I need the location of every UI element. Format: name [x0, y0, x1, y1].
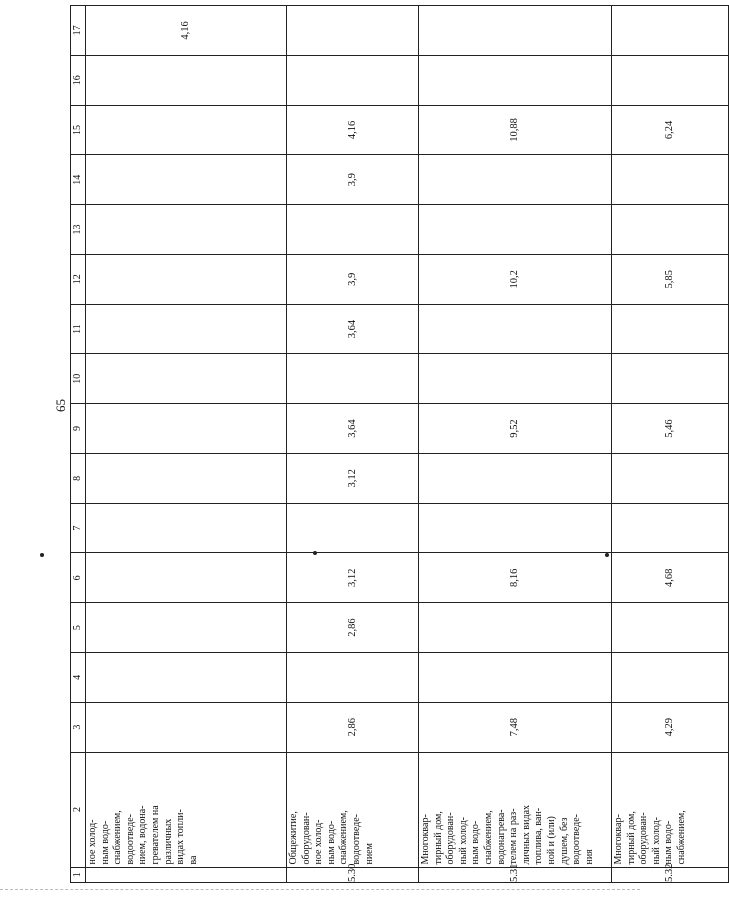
description-line: водоотведе- — [350, 814, 362, 865]
value-cell-col-12: 5,85 — [612, 254, 729, 304]
value-cell-col-13 — [86, 205, 287, 255]
description-line: Многоквар- — [613, 814, 624, 865]
value-cell-col-8 — [419, 453, 612, 503]
description-line: душем, без — [558, 817, 570, 865]
column-number-9: 9 — [71, 404, 86, 454]
value-cell-col-3: 7,48 — [419, 702, 612, 752]
description-line: ное холод- — [87, 819, 98, 865]
tariff-table — [70, 5, 729, 883]
scan-speck — [40, 553, 44, 557]
column-number-14: 14 — [71, 155, 86, 205]
description-line: ным водо- — [99, 820, 111, 865]
row-number-cell: 5.32 — [612, 867, 729, 882]
value-cell-col-4 — [419, 652, 612, 702]
value-cell-col-15: 4,16 — [287, 105, 419, 155]
description-line: ным водо- — [470, 820, 482, 865]
value-cell-col-16 — [612, 55, 729, 105]
scan-edge-line — [0, 889, 640, 891]
table-row — [419, 6, 612, 883]
column-number-3: 3 — [71, 702, 86, 752]
value-cell-col-17: 4,16 — [86, 6, 287, 56]
value-cell-col-16 — [287, 55, 419, 105]
column-number-13: 13 — [71, 205, 86, 255]
value-cell-col-6: 3,12 — [287, 553, 419, 603]
description-line: оборудован- — [445, 812, 457, 865]
value-cell-col-3: 4,29 — [612, 702, 729, 752]
description-line: оборудован- — [300, 812, 312, 865]
value-cell-col-4 — [287, 652, 419, 702]
column-number-7: 7 — [71, 503, 86, 553]
value-cell-col-11 — [419, 304, 612, 354]
value-cell-col-11 — [612, 304, 729, 354]
column-number-8: 8 — [71, 453, 86, 503]
description-line: ва — [187, 855, 199, 865]
description-line: гревателем на — [149, 805, 161, 865]
value-cell-col-17 — [612, 6, 729, 56]
description-line: нием, водона- — [137, 805, 149, 865]
description-line: нием — [363, 843, 375, 865]
value-cell-col-7 — [86, 503, 287, 553]
value-cell-col-16 — [86, 55, 287, 105]
value-cell-col-7 — [419, 503, 612, 553]
description-line: ным водо- — [325, 820, 337, 865]
value-cell-col-9 — [86, 404, 287, 454]
value-cell-col-5 — [86, 603, 287, 653]
description-line: ной и (или) — [545, 816, 557, 865]
value-cell-col-9: 5,46 — [612, 404, 729, 454]
value-cell-col-7 — [287, 503, 419, 553]
value-cell-col-4 — [86, 652, 287, 702]
value-cell-col-9: 3,64 — [287, 404, 419, 454]
description-line: снабжением, — [482, 810, 494, 865]
row-number-cell: 5.30 — [287, 867, 419, 882]
value-cell-col-12: 10,2 — [419, 254, 612, 304]
description-cell — [419, 752, 612, 867]
description-line: личных видах — [520, 804, 532, 865]
value-cell-col-14: 3,9 — [287, 155, 419, 205]
column-number-17: 17 — [71, 6, 86, 56]
rotated-table-wrapper — [70, 5, 687, 883]
value-cell-col-14 — [612, 155, 729, 205]
row-number-cell: 5.31 — [419, 867, 612, 882]
value-cell-col-10 — [86, 354, 287, 404]
description-line: Общежитие, — [288, 811, 299, 865]
value-cell-col-13 — [612, 205, 729, 255]
description-line: снабжением, — [338, 810, 350, 865]
value-cell-col-12 — [86, 254, 287, 304]
column-number-15: 15 — [71, 105, 86, 155]
column-number-1: 1 — [71, 867, 86, 882]
description-line: видах топли- — [175, 809, 187, 865]
value-cell-col-13 — [419, 205, 612, 255]
description-cell — [287, 752, 419, 867]
value-cell-col-15 — [86, 105, 287, 155]
value-cell-col-8: 3,12 — [287, 453, 419, 503]
description-line: снабжением, — [675, 810, 687, 865]
value-cell-col-13 — [287, 205, 419, 255]
value-cell-col-15: 6,24 — [612, 105, 729, 155]
value-cell-col-3: 2,86 — [287, 702, 419, 752]
value-cell-col-5 — [419, 603, 612, 653]
description-line: тирный дом, — [432, 811, 444, 865]
description-line: оборудован- — [638, 812, 650, 865]
table-row — [86, 6, 287, 883]
value-cell-col-10 — [419, 354, 612, 404]
value-cell-col-4 — [612, 652, 729, 702]
page-number: 65 — [53, 399, 68, 412]
description-line: водонагрева- — [495, 809, 507, 865]
column-number-4: 4 — [71, 652, 86, 702]
description-line: тирный дом, — [625, 811, 637, 865]
value-cell-col-10 — [287, 354, 419, 404]
value-cell-col-7 — [612, 503, 729, 553]
value-cell-col-3 — [86, 702, 287, 752]
description-cell — [86, 752, 287, 867]
value-cell-col-11 — [86, 304, 287, 354]
description-line: ное холод- — [313, 819, 325, 865]
value-cell-col-14 — [419, 155, 612, 205]
description-line: водоотведе- — [124, 814, 136, 865]
description-cell — [612, 752, 729, 867]
description-line: телем на раз- — [508, 808, 520, 865]
description-line: топлива, ван- — [533, 807, 545, 865]
column-number-12: 12 — [71, 254, 86, 304]
table-row — [612, 6, 729, 883]
value-cell-col-5: 2,86 — [287, 603, 419, 653]
value-cell-col-16 — [419, 55, 612, 105]
value-cell-col-5 — [612, 603, 729, 653]
column-number-11: 11 — [71, 304, 86, 354]
value-cell-col-14 — [86, 155, 287, 205]
column-number-row — [71, 6, 86, 883]
value-cell-col-8 — [86, 453, 287, 503]
table-row — [287, 6, 419, 883]
column-number-16: 16 — [71, 55, 86, 105]
value-cell-col-6 — [86, 553, 287, 603]
column-number-6: 6 — [71, 553, 86, 603]
column-number-10: 10 — [71, 354, 86, 404]
value-cell-col-9: 9,52 — [419, 404, 612, 454]
description-line: ния — [583, 849, 595, 865]
description-line: ным водо- — [663, 820, 675, 865]
row-number-cell — [86, 867, 287, 882]
description-line: водоотведе- — [571, 814, 583, 865]
value-cell-col-6: 4,68 — [612, 553, 729, 603]
value-cell-col-6: 8,16 — [419, 553, 612, 603]
column-number-5: 5 — [71, 603, 86, 653]
description-line: Многоквар- — [420, 814, 431, 865]
description-line: снабжением, — [112, 810, 124, 865]
value-cell-col-12: 3,9 — [287, 254, 419, 304]
description-line: ный холод- — [457, 817, 469, 865]
description-line: различных — [162, 818, 174, 865]
value-cell-col-17 — [419, 6, 612, 56]
column-number-2: 2 — [71, 752, 86, 867]
description-line: ный холод- — [650, 817, 662, 865]
value-cell-col-8 — [612, 453, 729, 503]
value-cell-col-10 — [612, 354, 729, 404]
value-cell-col-15: 10,88 — [419, 105, 612, 155]
value-cell-col-11: 3,64 — [287, 304, 419, 354]
value-cell-col-17 — [287, 6, 419, 56]
